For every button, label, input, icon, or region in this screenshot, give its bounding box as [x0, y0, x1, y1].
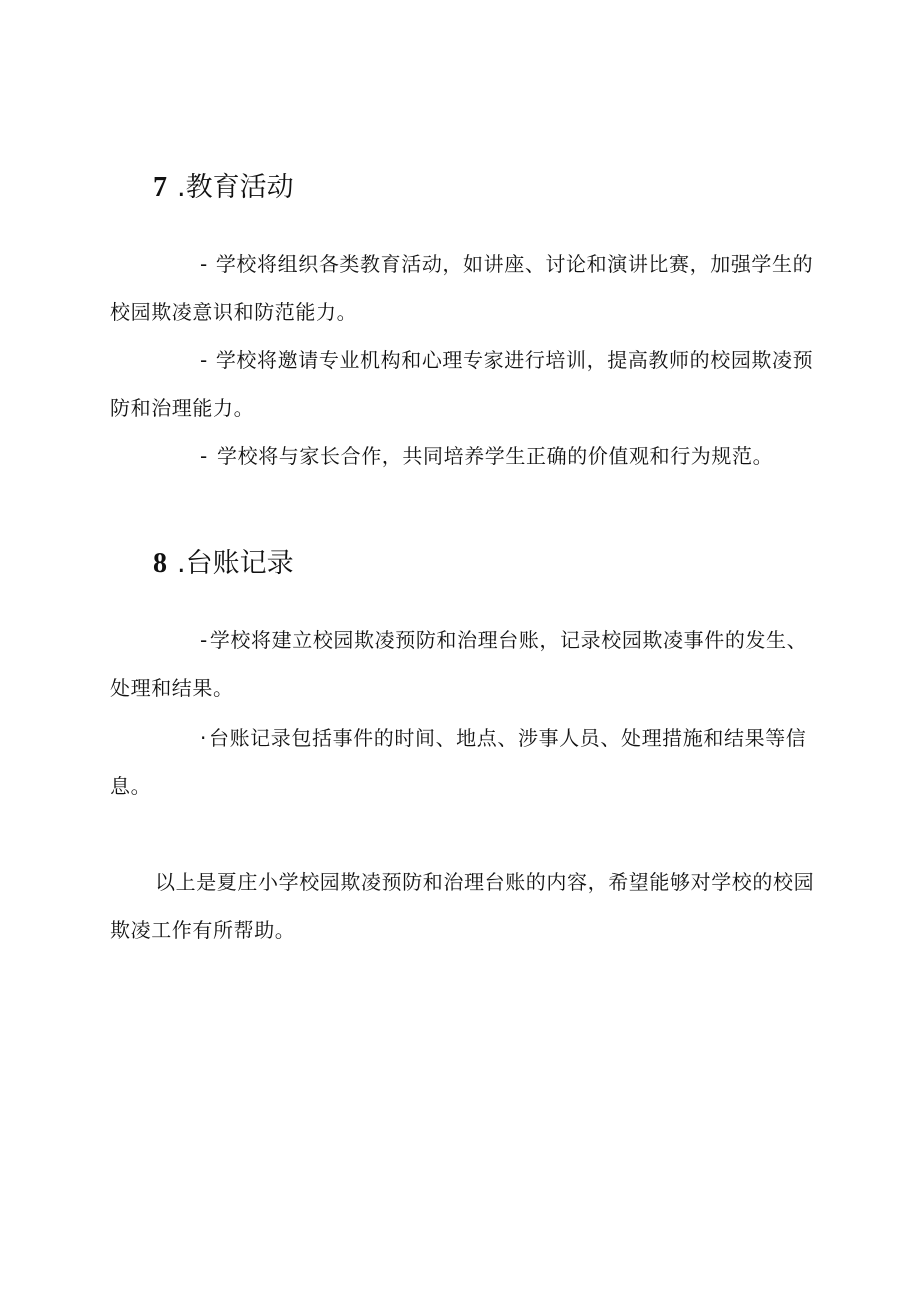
item-text: 台账记录包括事件的时间、地点、涉事人员、处理措施和结果等信息。: [110, 726, 807, 798]
item-text: 学校将邀请专业机构和心理专家进行培训，提高教师的校园欺凌预防和治理能力。: [110, 348, 814, 420]
item-marker: -: [200, 628, 208, 652]
list-item: [110, 432, 822, 480]
item-marker: -: [200, 252, 208, 276]
item-text: 学校将建立校园欺凌预防和治理台账，记录校园欺凌事件的发生、处理和结果。: [110, 628, 808, 700]
section-title: .台账记录: [177, 548, 294, 579]
list-item: [110, 336, 822, 432]
list-item: [110, 714, 822, 810]
item-text: 学校将组织各类教育活动，如讲座、讨论和演讲比赛，加强学生的校园欺凌意识和防范能力。: [110, 252, 814, 324]
section-heading-8: [153, 548, 294, 580]
list-item: [110, 240, 822, 336]
item-marker: ·: [200, 726, 207, 750]
section-number: 7: [153, 172, 167, 203]
item-marker: -: [200, 348, 208, 372]
item-marker: -: [200, 444, 208, 468]
section-number: 8: [153, 548, 167, 579]
section-heading-7: [153, 172, 294, 204]
item-text: 学校将与家长合作，共同培养学生正确的价值观和行为规范。: [217, 444, 774, 468]
closing-paragraph: 以上是夏庄小学校园欺凌预防和治理台账的内容，希望能够对学校的校园欺凌工作有所帮助。: [110, 870, 815, 942]
list-item: [110, 616, 822, 712]
section-title: .教育活动: [177, 172, 294, 203]
